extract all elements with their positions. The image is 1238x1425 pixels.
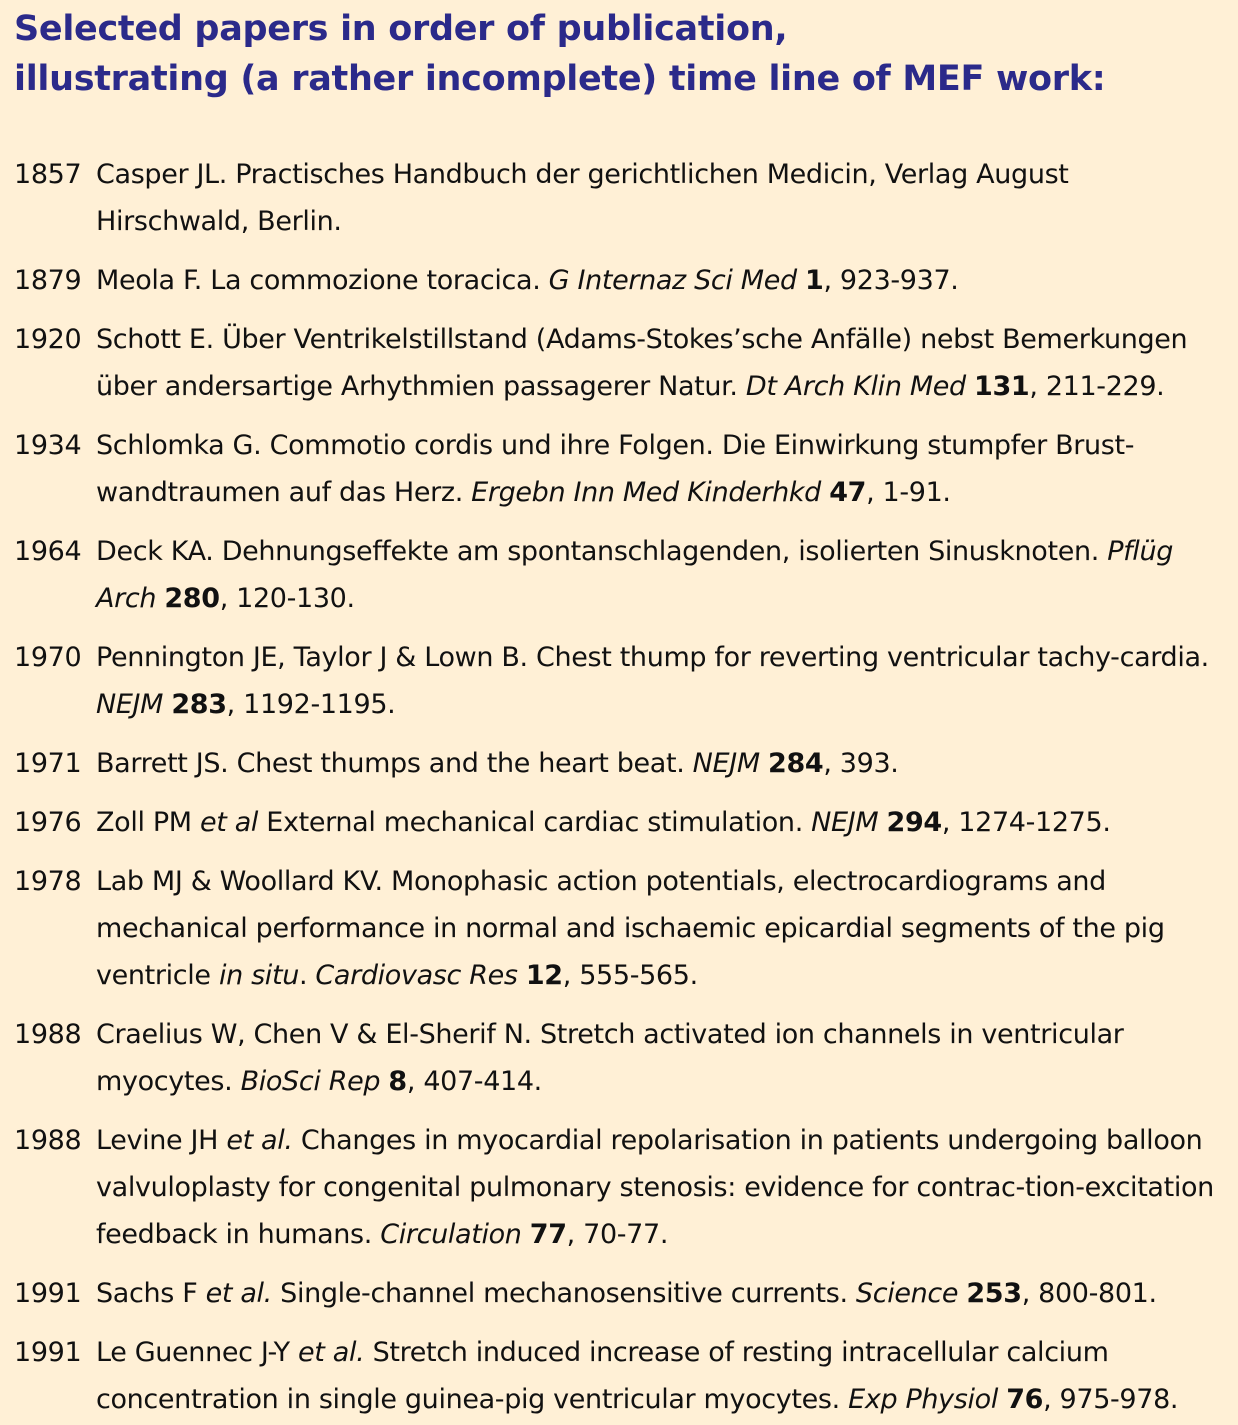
reference-text: Zoll PM (96, 807, 200, 838)
reference-pages: , 120-130. (219, 583, 355, 614)
page-title (14, 4, 1238, 104)
reference-volume: 253 (966, 1278, 1022, 1309)
reference-journal: Exp Physiol (848, 1384, 998, 1415)
reference-journal: BioSci Rep (240, 1066, 381, 1097)
page-title-line-1: Selected papers in order of publication, (14, 9, 788, 49)
reference-item (14, 1117, 1238, 1258)
reference-volume: 294 (886, 807, 942, 838)
reference-year: 1991 (14, 1337, 82, 1368)
reference-space (518, 960, 526, 991)
reference-pages: , 800-801. (1021, 1278, 1157, 1309)
reference-text-continued: Single-channel mechanosensitive currents. (271, 1278, 856, 1309)
reference-text: Casper JL. Practisches Handbuch der gerichtlichen Medicin, Verlag August Hirschwald, Berlin. (96, 159, 1069, 237)
reference-citation (96, 799, 1226, 846)
reference-space (760, 748, 768, 779)
reference-item (14, 799, 1238, 846)
reference-year: 1991 (14, 1278, 82, 1309)
reference-year: 1879 (14, 265, 82, 296)
reference-item (14, 151, 1238, 245)
reference-journal: NEJM (692, 748, 760, 779)
reference-pages: , 923-937. (823, 265, 959, 296)
reference-item (14, 1270, 1238, 1317)
reference-text: Le Guennec J-Y (96, 1337, 299, 1368)
reference-journal: Circulation (380, 1219, 522, 1250)
reference-journal: NEJM (96, 689, 164, 720)
reference-citation (96, 740, 1226, 787)
reference-citation (96, 634, 1226, 728)
reference-text: Schlomka G. Commotio cordis und ihre Folgen. Die Einwirkung stumpfer Brust-wandtraumen auf das Herz. (96, 430, 1135, 508)
reference-item (14, 1329, 1238, 1423)
reference-space (797, 265, 805, 296)
reference-volume: 47 (829, 477, 867, 508)
reference-volume: 76 (1006, 1384, 1044, 1415)
reference-journal: Ergebn Inn Med Kinderhkd (471, 477, 821, 508)
reference-item (14, 316, 1238, 410)
reference-space (878, 807, 886, 838)
reference-year: 1964 (14, 536, 82, 567)
reference-citation (96, 858, 1226, 999)
reference-text: Levine JH (96, 1125, 227, 1156)
reference-citation (96, 1270, 1226, 1317)
reference-year: 1988 (14, 1019, 82, 1050)
reference-text: Meola F. La commozione toracica. (96, 265, 549, 296)
reference-item (14, 858, 1238, 999)
reference-etal: et al (199, 807, 259, 838)
reference-citation (96, 1329, 1226, 1423)
reference-year: 1988 (14, 1125, 82, 1156)
reference-text: Lab MJ & Woollard KV. Monophasic action potentials, electrocardiograms and mechanical performance in normal and ischaemic epicardial segments of the pig ventricle (96, 866, 1165, 991)
reference-space (966, 371, 974, 402)
reference-citation (96, 1117, 1226, 1258)
reference-pages: , 393. (823, 748, 899, 779)
reference-item (14, 257, 1238, 304)
reference-text: Barrett JS. Chest thumps and the heart beat. (96, 748, 693, 779)
reference-text-continued: Changes in myocardial repolarisation in patients undergoing balloon valvuloplasty for congenital pulmonary stenosis: evidence for contrac-tion-excitation feedback in humans. (96, 1125, 1214, 1250)
reference-journal: Science (855, 1278, 959, 1309)
reference-year: 1978 (14, 866, 82, 897)
reference-volume: 283 (171, 689, 227, 720)
reference-pages: , 407-414. (406, 1066, 542, 1097)
reference-pages: , 1-91. (866, 477, 951, 508)
reference-year: 1920 (14, 324, 82, 355)
reference-journal: NEJM (811, 807, 879, 838)
reference-item (14, 1011, 1238, 1105)
reference-item (14, 740, 1238, 787)
reference-text: Sachs F (96, 1278, 206, 1309)
reference-pages: , 70-77. (566, 1219, 669, 1250)
reference-text: Craelius W, Chen V & El-Sherif N. Stretch activated ion channels in ventricular myocytes. (96, 1019, 1124, 1097)
reference-etal: et al. (205, 1278, 272, 1309)
reference-space (821, 477, 829, 508)
reference-list (14, 151, 1238, 1423)
reference-pages: , 555-565. (562, 960, 698, 991)
reference-item (14, 422, 1238, 516)
reference-citation (96, 528, 1226, 622)
reference-journal: G Internaz Sci Med (548, 265, 797, 296)
reference-year: 1857 (14, 159, 82, 190)
reference-item (14, 634, 1238, 728)
reference-citation (96, 1011, 1226, 1105)
reference-etal: in situ (218, 960, 299, 991)
reference-space (998, 1384, 1006, 1415)
reference-citation (96, 422, 1226, 516)
reference-etal: et al. (298, 1337, 365, 1368)
page-title-line-2: illustrating (a rather incomplete) time line of MEF work: (14, 59, 1106, 99)
reference-pages: , 1274-1275. (941, 807, 1111, 838)
reference-item (14, 528, 1238, 622)
reference-journal: Dt Arch Klin Med (745, 371, 966, 402)
reference-citation (96, 151, 1226, 245)
reference-citation (96, 316, 1226, 410)
reference-pages: , 211-229. (1029, 371, 1165, 402)
reference-year: 1976 (14, 807, 82, 838)
reference-year: 1971 (14, 748, 82, 779)
reference-volume: 280 (164, 583, 220, 614)
reference-volume: 8 (388, 1066, 407, 1097)
reference-text-continued: . (298, 960, 316, 991)
reference-volume: 77 (529, 1219, 567, 1250)
reference-text-continued: Stretch induced increase of resting intracellular calcium concentration in single guinea-pig ventricular myocytes. (96, 1337, 1109, 1415)
reference-text: Schott E. Über Ventrikelstillstand (Adams-Stokes’sche Anfälle) nebst Bemerkungen über andersartige Arhythmien passagerer Natur. (96, 324, 1188, 402)
reference-text: Deck KA. Dehnungseffekte am spontanschlagenden, isolierten Sinusknoten. (96, 536, 1108, 567)
reference-volume: 131 (974, 371, 1030, 402)
reference-journal: Cardiovasc Res (315, 960, 518, 991)
reference-pages: , 1192-1195. (226, 689, 396, 720)
reference-journal: Pflüg Arch (96, 536, 1173, 614)
reference-text-continued: External mechanical cardiac stimulation. (258, 807, 812, 838)
reference-year: 1970 (14, 642, 82, 673)
reference-volume: 1 (805, 265, 824, 296)
reference-space (522, 1219, 530, 1250)
reference-citation (96, 257, 1226, 304)
reference-volume: 12 (525, 960, 563, 991)
reference-year: 1934 (14, 430, 82, 461)
reference-volume: 284 (768, 748, 824, 779)
reference-text: Pennington JE, Taylor J & Lown B. Chest thump for reverting ventricular tachy-cardia. (96, 642, 1209, 673)
reference-etal: et al. (226, 1125, 293, 1156)
reference-pages: , 975-978. (1043, 1384, 1179, 1415)
